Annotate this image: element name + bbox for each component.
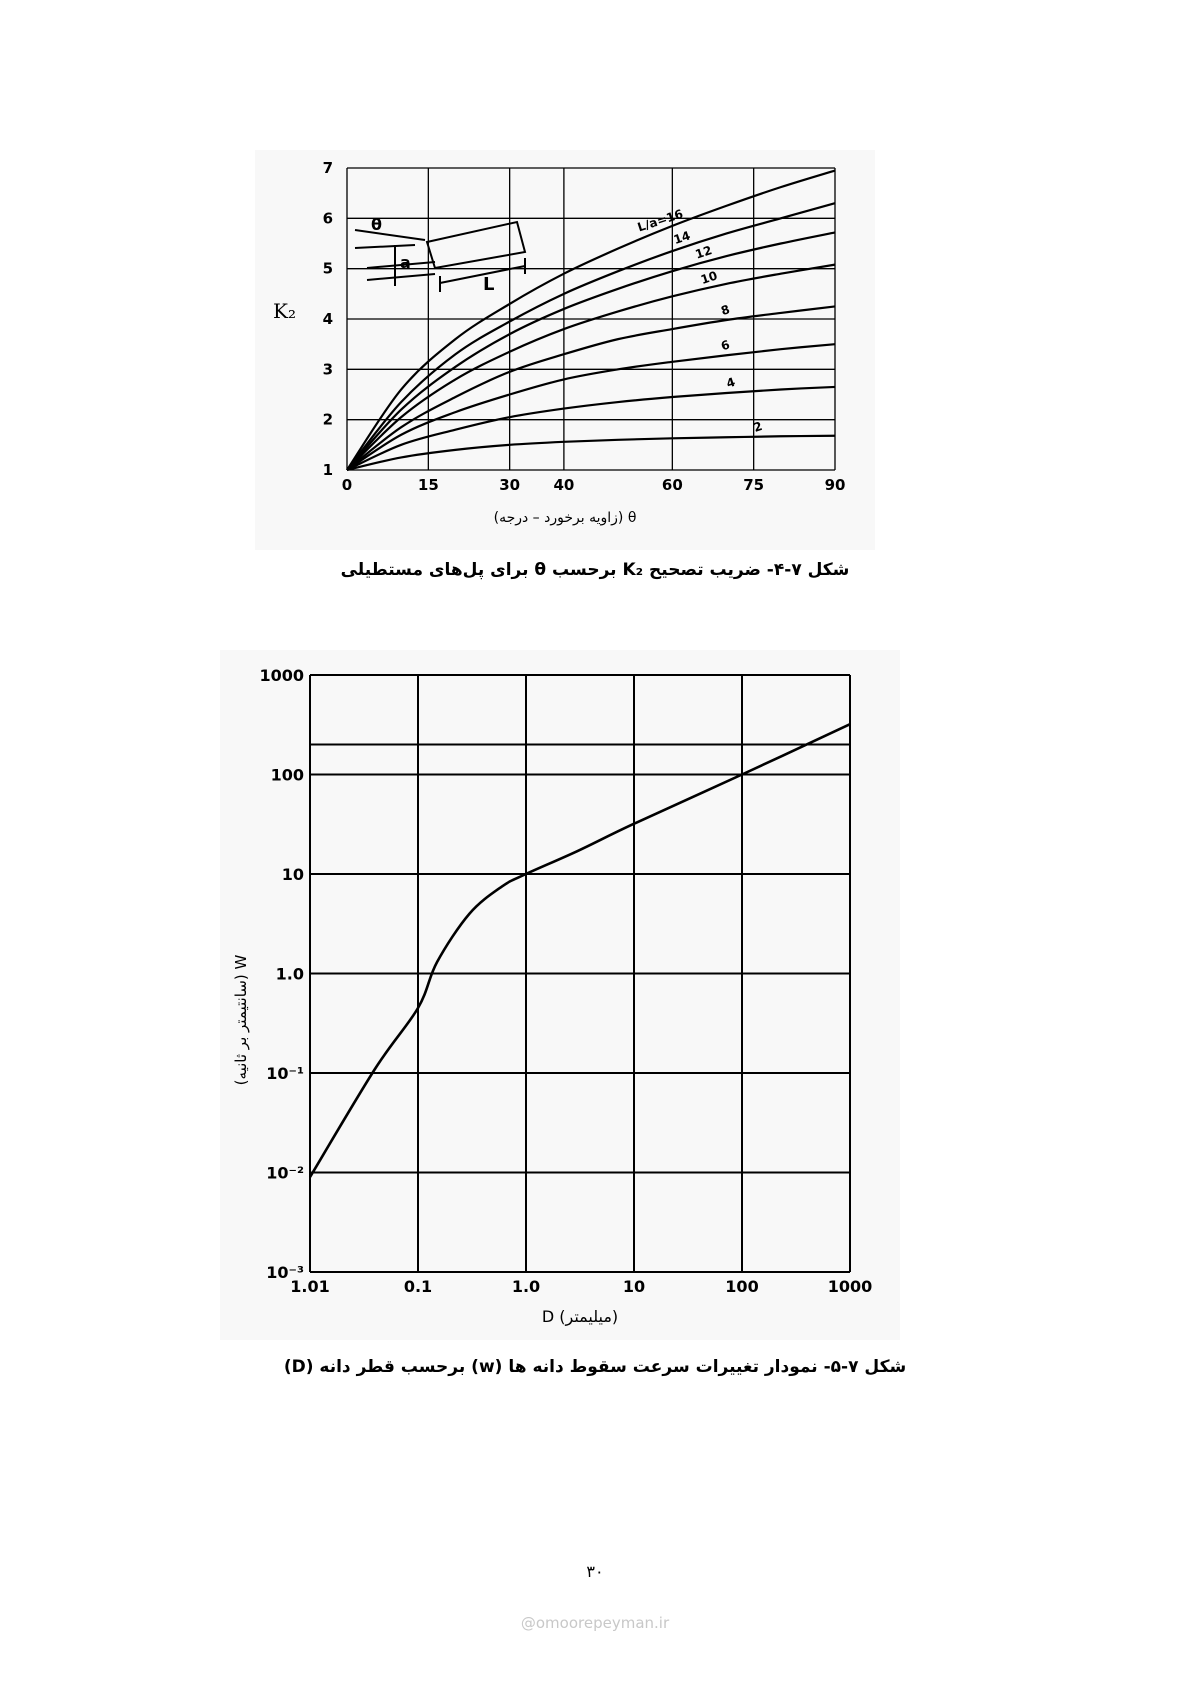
curve-label: 10 (698, 268, 720, 287)
page-number: ۳۰ (586, 1562, 604, 1581)
y-tick-label: 10 (281, 865, 304, 884)
y-tick-label: 2 (322, 410, 333, 429)
y-tick-label: 1000 (259, 666, 304, 685)
theta-label: θ (371, 215, 382, 234)
curve-label: L/a=16 (635, 206, 685, 235)
figure-caption-1: شکل ۷-۴- ضریب تصحیح K₂ برحسب θ برای پل‌های مستطیلی (340, 560, 850, 580)
y-tick-label: 7 (322, 159, 333, 177)
x-tick-label: 15 (417, 476, 439, 494)
x-tick-label: 0.1 (403, 1277, 433, 1296)
curve-label: 8 (719, 302, 732, 319)
x-tick-label: 1.01 (290, 1277, 330, 1296)
x-tick-label: 90 (824, 476, 846, 494)
curve-label: 4 (724, 374, 737, 391)
x-tick-label: 0 (341, 476, 353, 494)
x-tick-label: 75 (743, 476, 765, 494)
y-tick-label: 10⁻¹ (266, 1064, 304, 1083)
x-tick-label: 60 (661, 476, 683, 494)
y-tick-label: 4 (322, 310, 333, 328)
curve-label: 6 (719, 337, 732, 354)
y-tick-label: 1 (322, 461, 333, 479)
y-tick-label: 100 (270, 765, 304, 785)
curve-label: 14 (671, 228, 693, 247)
x-tick-label: 1000 (827, 1277, 873, 1296)
curve-label: 12 (693, 243, 714, 262)
x-tick-label: 1.0 (511, 1277, 541, 1296)
watermark: @omoorepeyman.ir (520, 1614, 670, 1632)
a-label: a (400, 253, 411, 272)
y-axis-label: W (سانتیمتر بر ثانیه) (232, 954, 250, 1086)
y-tick-label: 6 (322, 209, 333, 228)
x-axis-label: D (میلیمتر) (541, 1307, 619, 1326)
settling-velocity-chart (220, 650, 900, 1340)
y-tick-label: 1.0 (275, 964, 304, 984)
curve-label: 2 (751, 418, 764, 435)
figure-caption-2: شکل ۷-۵- نمودار تغییرات سرعت سقوط دانه ها (w) برحسب قطر دانه (D) (283, 1357, 907, 1377)
y-tick-label: 10⁻³ (266, 1263, 304, 1282)
x-tick-label: 100 (725, 1277, 759, 1296)
x-axis-label: θ (زاویه برخورد – درجه) (493, 510, 637, 526)
y-tick-label: 5 (322, 259, 333, 278)
x-tick-label: 10 (622, 1277, 646, 1296)
L-label: L (483, 274, 495, 295)
y-tick-label: 3 (322, 360, 333, 379)
chart-background (220, 650, 900, 1340)
y-tick-label: 10⁻² (266, 1163, 304, 1183)
x-tick-label: 30 (499, 476, 521, 494)
x-tick-label: 40 (553, 476, 575, 494)
y-axis-label: K₂ (273, 299, 296, 323)
k2-chart (255, 150, 875, 550)
